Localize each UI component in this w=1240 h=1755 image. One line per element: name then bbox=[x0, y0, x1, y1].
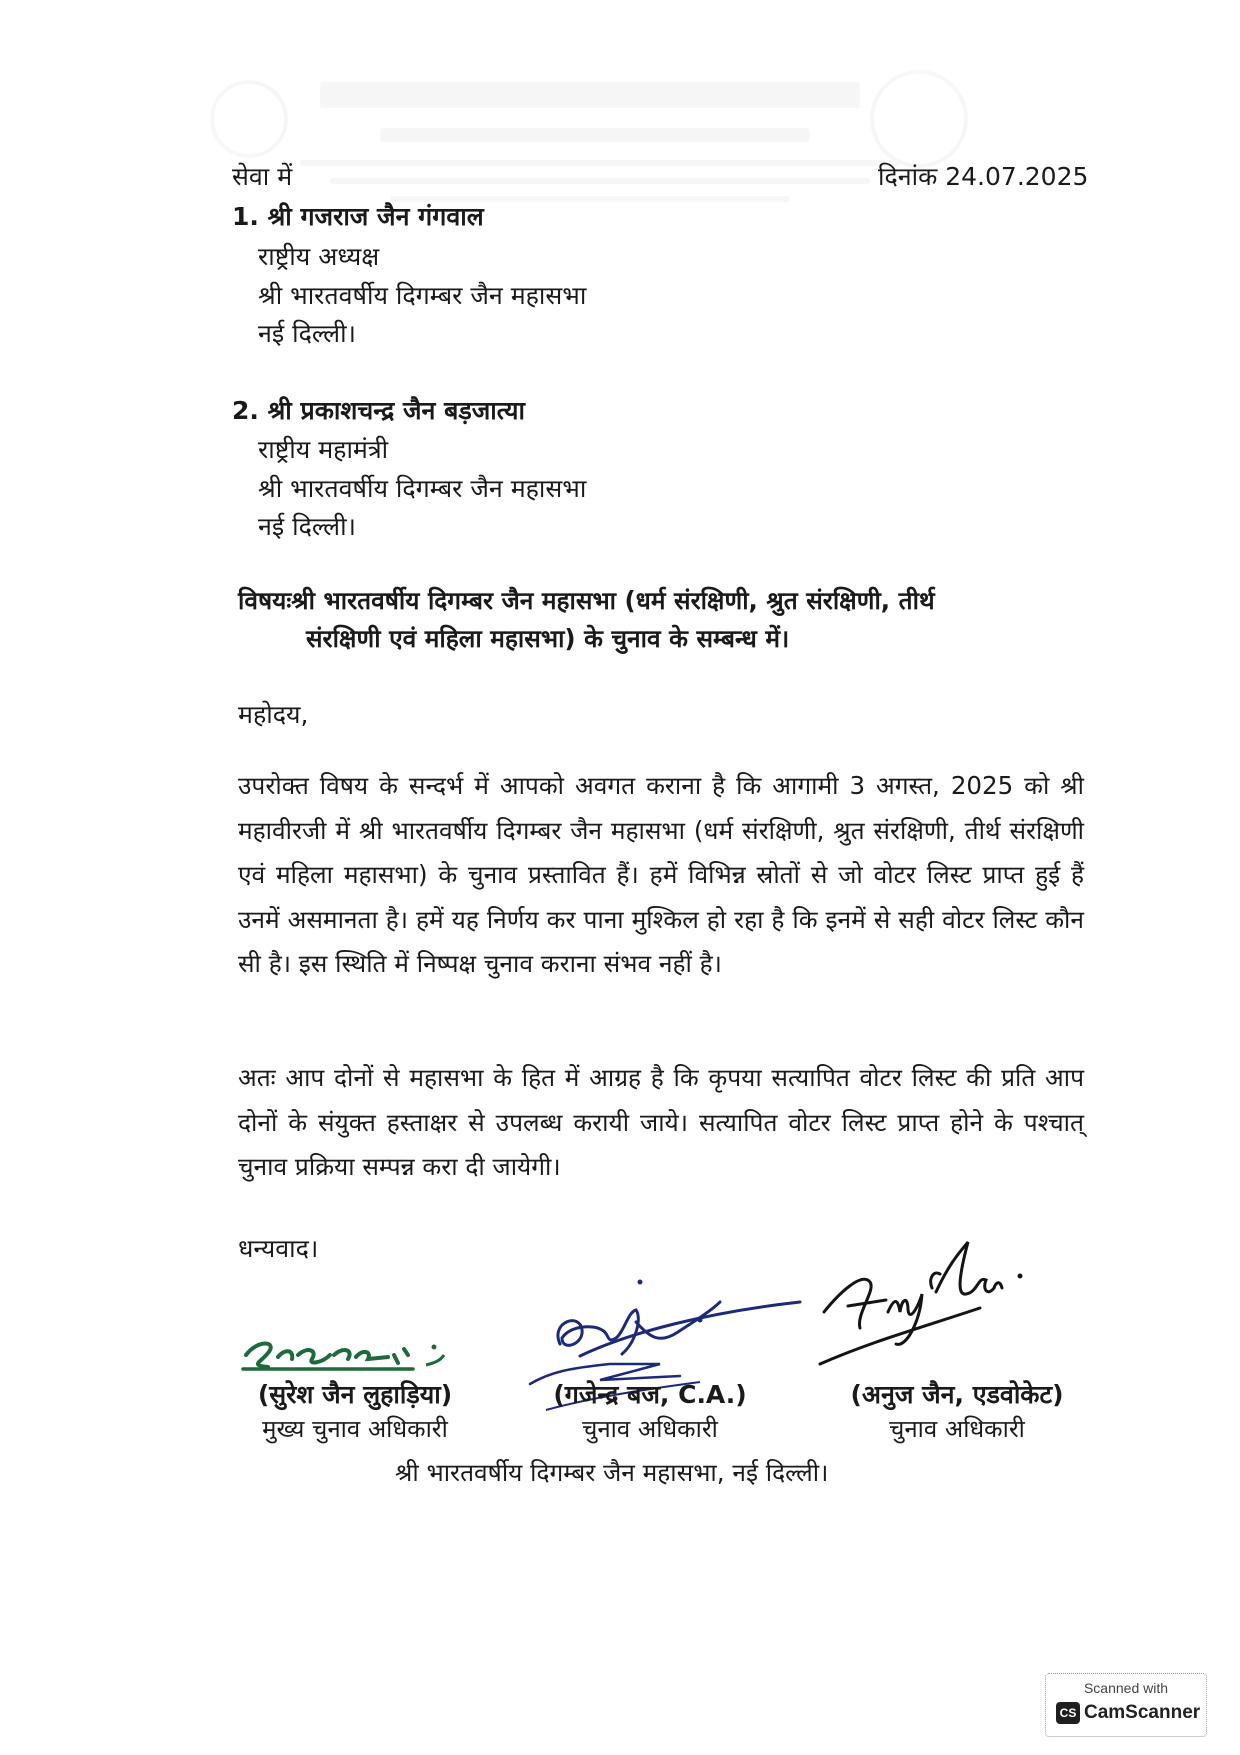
recipient-2-designation: राष्ट्रीय महामंत्री bbox=[258, 435, 389, 464]
signatory-2 bbox=[500, 1378, 800, 1446]
recipient-1-organisation: श्री भारतवर्षीय दिगम्बर जैन महासभा bbox=[258, 281, 587, 310]
subject-block bbox=[238, 582, 1088, 658]
signatory-2-name: (गजेन्द्र बज, C.A.) bbox=[553, 1380, 747, 1409]
footer-organisation: श्री भारतवर्षीय दिगम्बर जैन महासभा, नई दिल्ली। bbox=[395, 1458, 829, 1487]
recipient-1-name: 1. श्री गजराज जैन गंगवाल bbox=[232, 202, 484, 231]
recipient-1-designation: राष्ट्रीय अध्यक्ष bbox=[258, 242, 380, 271]
signatory-3-name: (अनुज जैन, एडवोकेट) bbox=[850, 1380, 1064, 1409]
recipient-2-organisation: श्री भारतवर्षीय दिगम्बर जैन महासभा bbox=[258, 474, 587, 503]
recipient-2-name: 2. श्री प्रकाशचन्द्र जैन बड़जात्या bbox=[232, 396, 525, 425]
signature-suresh-jain bbox=[238, 1325, 478, 1380]
recipient-2-city: नई दिल्ली। bbox=[258, 512, 357, 541]
camscanner-stamp bbox=[1045, 1673, 1207, 1737]
salutation-to: सेवा में bbox=[232, 162, 293, 191]
camscanner-brand bbox=[1056, 1702, 1200, 1724]
signature-anuj-jain bbox=[810, 1232, 1070, 1382]
scanned-with-label: Scanned with bbox=[1083, 1680, 1169, 1696]
signatory-2-role: चुनाव अधिकारी bbox=[582, 1415, 718, 1443]
signatory-1-role: मुख्य चुनाव अधिकारी bbox=[262, 1415, 448, 1443]
greeting: महोदय, bbox=[238, 700, 309, 729]
camscanner-brand-label: CamScanner bbox=[1084, 1702, 1201, 1723]
signatory-1-name: (सुरेश जैन लुहाड़िया) bbox=[257, 1380, 453, 1409]
subject-line-1: श्री भारतवर्षीय दिगम्बर जैन महासभा (धर्म संरक्षिणी, श्रुत संरक्षिणी, तीर्थ bbox=[291, 586, 935, 615]
signatory-1 bbox=[205, 1378, 505, 1446]
letter-date: दिनांक 24.07.2025 bbox=[878, 162, 1089, 191]
closing: धन्यवाद। bbox=[238, 1234, 319, 1263]
signatory-3 bbox=[807, 1378, 1107, 1446]
body-paragraph-2: अतः आप दोनों से महासभा के हित में आग्रह है कि कृपया सत्यापित वोटर लिस्ट की प्रति आप दोनों के संयुक्त हस्ताक्षर से उपलब्ध करायी जाये। सत्यापित वोटर लिस्ट प्राप्त होने के पश्चात् चुनाव प्रक्रिया सम्पन्न करा दी जायेगी। bbox=[238, 1063, 1084, 1181]
subject-prefix: विषयः bbox=[238, 586, 292, 615]
subject-line-2: संरक्षिणी एवं महिला महासभा) के चुनाव के सम्बन्ध में। bbox=[306, 624, 790, 653]
camscanner-logo-icon: CS bbox=[1056, 1702, 1080, 1724]
recipient-1-city: नई दिल्ली। bbox=[258, 319, 357, 348]
signatory-3-role: चुनाव अधिकारी bbox=[889, 1415, 1025, 1443]
body-paragraph-1: उपरोक्त विषय के सन्दर्भ में आपको अवगत कराना है कि आगामी 3 अगस्त, 2025 को श्री महावीरजी में श्री भारतवर्षीय दिगम्बर जैन महासभा (धर्म संरक्षिणी, श्रुत संरक्षिणी, तीर्थ संरक्षिणी एवं महिला महासभा) के चुनाव प्रस्तावित हैं। हमें विभिन्न स्रोतों से जो वोटर लिस्ट प्राप्त हुई हैं उनमें असमानता है। हमें यह निर्णय कर पाना मुश्किल हो रहा है कि इनमें से सही वोटर लिस्ट कौन सी है। इस स्थिति में निष्पक्ष चुनाव कराना संभव नहीं है। bbox=[238, 771, 1084, 978]
